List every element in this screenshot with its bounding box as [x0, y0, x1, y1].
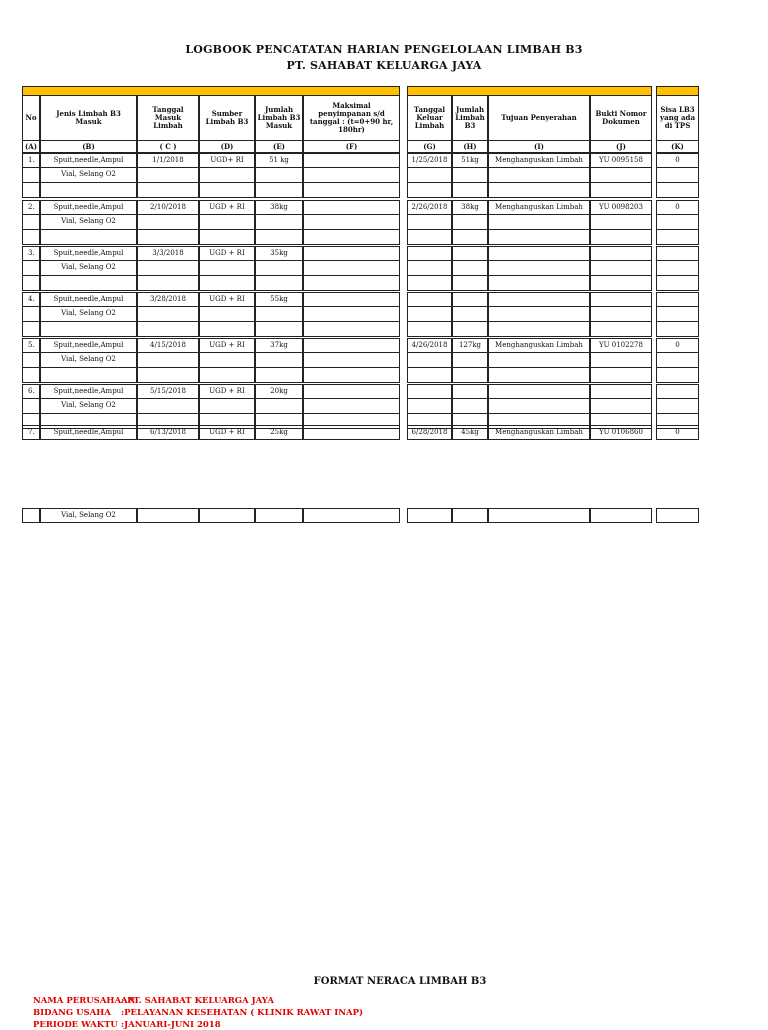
amount-out-cell [452, 353, 488, 368]
column-code: (G) [407, 141, 452, 153]
no-cell [22, 261, 40, 276]
waste-type-cell [40, 276, 137, 291]
no-cell: 3. [22, 246, 40, 261]
waste-type-cell: Spuit,needle,Ampul [40, 200, 137, 215]
remaining-cell [656, 353, 699, 368]
remaining-cell: 0 [656, 425, 699, 440]
source-cell [199, 215, 255, 230]
meta-business [33, 1008, 363, 1018]
max-storage-cell [303, 168, 400, 183]
amount-in-cell [255, 353, 303, 368]
date-out-cell [407, 276, 452, 291]
waste-type-cell: Vial, Selang O2 [40, 215, 137, 230]
date-out-cell [407, 307, 452, 322]
date-in-cell: 4/15/2018 [137, 338, 199, 353]
amount-out-cell [452, 215, 488, 230]
remaining-cell [656, 168, 699, 183]
column-code: (H) [452, 141, 488, 153]
max-storage-cell [303, 368, 400, 383]
date-in-cell: 2/10/2018 [137, 200, 199, 215]
destination-cell: Menghanguskan Limbah [488, 200, 590, 215]
document-cell: YU 0098203 [590, 200, 652, 215]
date-out-cell: 6/28/2018 [407, 425, 452, 440]
document-cell: YU 0102278 [590, 338, 652, 353]
meta-label: BIDANG USAHA [33, 1008, 111, 1018]
source-cell: UGD + RI [199, 246, 255, 261]
waste-type-cell: Vial, Selang O2 [40, 508, 137, 523]
document-cell [590, 368, 652, 383]
date-out-cell [407, 399, 452, 414]
destination-cell [488, 276, 590, 291]
source-cell: UGD + RI [199, 200, 255, 215]
table-row [22, 215, 699, 229]
no-cell [22, 215, 40, 230]
destination-cell [488, 399, 590, 414]
waste-type-cell: Spuit,needle,Ampul [40, 153, 137, 168]
remaining-cell [656, 276, 699, 291]
waste-type-cell: Vial, Selang O2 [40, 261, 137, 276]
column-header: Tujuan Penyerahan [488, 96, 590, 141]
header-band [407, 86, 652, 96]
column-header: Bukti Nomor Dokumen [590, 96, 652, 141]
document-cell [590, 215, 652, 230]
amount-in-cell: 25kg [255, 425, 303, 440]
no-cell: 5. [22, 338, 40, 353]
source-cell [199, 230, 255, 245]
destination-cell [488, 368, 590, 383]
amount-in-cell: 37kg [255, 338, 303, 353]
table-row [22, 153, 699, 167]
date-in-cell [137, 399, 199, 414]
column-header: Sisa LB3 yang ada di TPS [656, 96, 699, 141]
date-out-cell: 4/26/2018 [407, 338, 452, 353]
remaining-cell [656, 246, 699, 261]
date-out-cell [407, 384, 452, 399]
remaining-cell [656, 322, 699, 337]
document-cell: YU 0106860 [590, 425, 652, 440]
remaining-cell [656, 230, 699, 245]
column-code: (A) [22, 141, 40, 153]
max-storage-cell [303, 322, 400, 337]
date-in-cell [137, 508, 199, 523]
destination-cell [488, 246, 590, 261]
source-cell [199, 307, 255, 322]
amount-out-cell [452, 261, 488, 276]
table-row [22, 338, 699, 352]
waste-type-cell: Spuit,needle,Ampul [40, 425, 137, 440]
source-cell [199, 168, 255, 183]
source-cell [199, 368, 255, 383]
date-out-cell [407, 215, 452, 230]
no-cell [22, 322, 40, 337]
remaining-cell [656, 368, 699, 383]
amount-in-cell [255, 276, 303, 291]
date-in-cell [137, 215, 199, 230]
amount-in-cell: 38kg [255, 200, 303, 215]
waste-type-cell: Spuit,needle,Ampul [40, 292, 137, 307]
table-row [22, 292, 699, 306]
amount-in-cell [255, 399, 303, 414]
max-storage-cell [303, 508, 400, 523]
column-header: Maksimal penyimpanan s/d tanggal : (t=0+90 hr, 180hr) [303, 96, 400, 141]
amount-in-cell [255, 261, 303, 276]
date-out-cell [407, 292, 452, 307]
waste-type-cell: Spuit,needle,Ampul [40, 384, 137, 399]
column-header: Jumlah Limbah B3 Masuk [255, 96, 303, 141]
source-cell [199, 276, 255, 291]
remaining-cell [656, 215, 699, 230]
table-row [22, 322, 699, 336]
source-cell [199, 322, 255, 337]
max-storage-cell [303, 292, 400, 307]
destination-cell [488, 353, 590, 368]
destination-cell: Menghanguskan Limbah [488, 425, 590, 440]
column-code: (J) [590, 141, 652, 153]
no-cell [22, 399, 40, 414]
table-row [22, 307, 699, 321]
remaining-cell: 0 [656, 200, 699, 215]
amount-in-cell [255, 322, 303, 337]
date-out-cell [407, 261, 452, 276]
document-cell [590, 399, 652, 414]
remaining-cell: 0 [656, 338, 699, 353]
amount-out-cell: 51kg [452, 153, 488, 168]
source-cell: UGD + RI [199, 425, 255, 440]
date-in-cell: 3/3/2018 [137, 246, 199, 261]
date-out-cell [407, 183, 452, 198]
amount-out-cell [452, 246, 488, 261]
amount-in-cell [255, 508, 303, 523]
max-storage-cell [303, 246, 400, 261]
destination-cell [488, 508, 590, 523]
document-title: LOGBOOK PENCATATAN HARIAN PENGELOLAAN LIMBAH B3 [185, 43, 583, 56]
destination-cell [488, 183, 590, 198]
max-storage-cell [303, 353, 400, 368]
meta-company [33, 996, 274, 1006]
amount-in-cell [255, 168, 303, 183]
source-cell [199, 183, 255, 198]
amount-out-cell: 38kg [452, 200, 488, 215]
no-cell [22, 276, 40, 291]
source-cell: UGD + RI [199, 292, 255, 307]
amount-in-cell [255, 183, 303, 198]
document-cell [590, 168, 652, 183]
column-header: Jenis Limbah B3 Masuk [40, 96, 137, 141]
waste-type-cell [40, 322, 137, 337]
date-in-cell: 5/15/2018 [137, 384, 199, 399]
date-out-cell [407, 353, 452, 368]
max-storage-cell [303, 200, 400, 215]
max-storage-cell [303, 230, 400, 245]
no-cell [22, 183, 40, 198]
document-cell [590, 508, 652, 523]
table-row [22, 261, 699, 275]
date-in-cell: 3/28/2018 [137, 292, 199, 307]
amount-out-cell [452, 399, 488, 414]
destination-cell: Menghanguskan Limbah [488, 153, 590, 168]
remaining-cell [656, 261, 699, 276]
waste-type-cell [40, 230, 137, 245]
waste-type-cell: Spuit,needle,Ampul [40, 338, 137, 353]
destination-cell [488, 215, 590, 230]
date-in-cell [137, 230, 199, 245]
header-band [656, 86, 699, 96]
waste-type-cell: Vial, Selang O2 [40, 353, 137, 368]
column-header: Jumlah Limbah B3 [452, 96, 488, 141]
amount-out-cell: 45kg [452, 425, 488, 440]
meta-value: :JANUARI-JUNI 2018 [121, 1020, 221, 1030]
amount-in-cell: 55kg [255, 292, 303, 307]
date-in-cell [137, 353, 199, 368]
column-code: (F) [303, 141, 400, 153]
amount-out-cell [452, 368, 488, 383]
destination-cell: Menghanguskan Limbah [488, 338, 590, 353]
amount-out-cell [452, 508, 488, 523]
table-row [22, 353, 699, 367]
table-row [22, 230, 699, 244]
amount-out-cell [452, 322, 488, 337]
table-row [22, 384, 699, 398]
document-cell [590, 261, 652, 276]
meta-value: :PELAYANAN KESEHATAN ( KLINIK RAWAT INAP) [121, 1008, 364, 1018]
amount-out-cell [452, 168, 488, 183]
amount-in-cell: 20kg [255, 384, 303, 399]
document-cell [590, 322, 652, 337]
remaining-cell: 0 [656, 153, 699, 168]
waste-type-cell [40, 183, 137, 198]
remaining-cell [656, 508, 699, 523]
no-cell [22, 353, 40, 368]
source-cell: UGD + RI [199, 384, 255, 399]
amount-out-cell [452, 292, 488, 307]
table-row [22, 168, 699, 182]
meta-value: : PT. SAHABAT KELUARGA JAYA [121, 996, 274, 1006]
date-out-cell: 1/25/2018 [407, 153, 452, 168]
meta-label: PERIODE WAKTU [33, 1020, 118, 1030]
waste-type-cell: Spuit,needle,Ampul [40, 246, 137, 261]
remaining-cell [656, 183, 699, 198]
no-cell [22, 307, 40, 322]
remaining-cell [656, 292, 699, 307]
date-in-cell [137, 261, 199, 276]
date-out-cell [407, 508, 452, 523]
source-cell: UGD+ RI [199, 153, 255, 168]
max-storage-cell [303, 307, 400, 322]
no-cell: 4. [22, 292, 40, 307]
table-row [22, 425, 699, 439]
meta-label: NAMA PERUSAHAAN [33, 996, 136, 1006]
table-row [22, 399, 699, 413]
header-band [22, 86, 400, 96]
column-header: Tanggal Masuk Limbah [137, 96, 199, 141]
source-cell [199, 399, 255, 414]
no-cell [22, 368, 40, 383]
document-cell [590, 183, 652, 198]
amount-in-cell: 35kg [255, 246, 303, 261]
destination-cell [488, 168, 590, 183]
no-cell: 6. [22, 384, 40, 399]
document-cell [590, 246, 652, 261]
amount-in-cell [255, 368, 303, 383]
table-row [22, 246, 699, 260]
column-header: No [22, 96, 40, 141]
amount-out-cell [452, 307, 488, 322]
max-storage-cell [303, 384, 400, 399]
date-in-cell [137, 322, 199, 337]
column-header: Tanggal Keluar Limbah [407, 96, 452, 141]
document-cell [590, 307, 652, 322]
waste-type-cell: Vial, Selang O2 [40, 168, 137, 183]
table-row [22, 200, 699, 214]
document-cell [590, 230, 652, 245]
date-out-cell [407, 368, 452, 383]
table-row [22, 183, 699, 197]
column-header: Sumber Limbah B3 [199, 96, 255, 141]
date-in-cell: 1/1/2018 [137, 153, 199, 168]
document-cell [590, 292, 652, 307]
table-row [22, 368, 699, 382]
meta-period [33, 1020, 221, 1030]
destination-cell [488, 292, 590, 307]
amount-out-cell [452, 230, 488, 245]
max-storage-cell [303, 425, 400, 440]
date-out-cell [407, 168, 452, 183]
source-cell [199, 353, 255, 368]
document-cell: YU 0095158 [590, 153, 652, 168]
no-cell: 1. [22, 153, 40, 168]
table-row [22, 508, 699, 522]
no-cell [22, 230, 40, 245]
no-cell: 7. [22, 425, 40, 440]
waste-type-cell: Vial, Selang O2 [40, 399, 137, 414]
date-in-cell [137, 276, 199, 291]
max-storage-cell [303, 399, 400, 414]
amount-out-cell: 127kg [452, 338, 488, 353]
date-in-cell [137, 183, 199, 198]
date-in-cell [137, 368, 199, 383]
table-row [22, 276, 699, 290]
max-storage-cell [303, 153, 400, 168]
amount-in-cell [255, 307, 303, 322]
footer-title: FORMAT NERACA LIMBAH B3 [313, 976, 487, 987]
amount-out-cell [452, 276, 488, 291]
column-code: (B) [40, 141, 137, 153]
date-out-cell [407, 246, 452, 261]
amount-in-cell: 51 kg [255, 153, 303, 168]
remaining-cell [656, 307, 699, 322]
column-code: (I) [488, 141, 590, 153]
date-out-cell [407, 322, 452, 337]
max-storage-cell [303, 183, 400, 198]
document-cell [590, 276, 652, 291]
column-code: ( C ) [137, 141, 199, 153]
max-storage-cell [303, 261, 400, 276]
date-out-cell [407, 230, 452, 245]
no-cell: 2. [22, 200, 40, 215]
amount-out-cell [452, 183, 488, 198]
no-cell [22, 168, 40, 183]
destination-cell [488, 261, 590, 276]
destination-cell [488, 307, 590, 322]
document-cell [590, 353, 652, 368]
waste-type-cell [40, 368, 137, 383]
date-in-cell [137, 168, 199, 183]
destination-cell [488, 322, 590, 337]
amount-out-cell [452, 384, 488, 399]
source-cell: UGD + RI [199, 338, 255, 353]
source-cell [199, 508, 255, 523]
destination-cell [488, 384, 590, 399]
source-cell [199, 261, 255, 276]
document-cell [590, 384, 652, 399]
date-in-cell: 6/13/2018 [137, 425, 199, 440]
no-cell [22, 508, 40, 523]
remaining-cell [656, 384, 699, 399]
date-in-cell [137, 307, 199, 322]
amount-in-cell [255, 230, 303, 245]
max-storage-cell [303, 215, 400, 230]
max-storage-cell [303, 276, 400, 291]
waste-type-cell: Vial, Selang O2 [40, 307, 137, 322]
destination-cell [488, 230, 590, 245]
column-code: (D) [199, 141, 255, 153]
remaining-cell [656, 399, 699, 414]
column-code: (E) [255, 141, 303, 153]
company-title: PT. SAHABAT KELUARGA JAYA [286, 59, 482, 72]
amount-in-cell [255, 215, 303, 230]
column-code: (K) [656, 141, 699, 153]
date-out-cell: 2/26/2018 [407, 200, 452, 215]
max-storage-cell [303, 338, 400, 353]
